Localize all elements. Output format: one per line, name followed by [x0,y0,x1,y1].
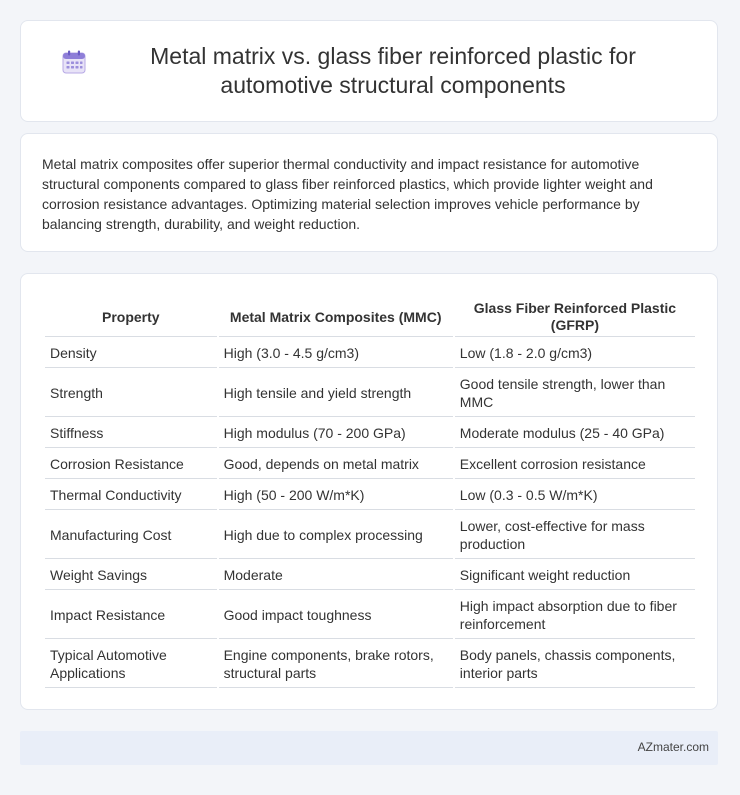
mmc-cell: Moderate [219,561,453,590]
property-cell: Density [45,339,217,368]
gfrp-cell: Lower, cost-effective for mass production [455,512,695,559]
table-header-row [45,296,695,337]
gfrp-cell: Moderate modulus (25 - 40 GPa) [455,419,695,448]
header-card [20,20,718,122]
mmc-cell: High modulus (70 - 200 GPa) [219,419,453,448]
comparison-table-card [20,273,718,710]
property-cell: Corrosion Resistance [45,450,217,479]
comparison-table [43,294,697,690]
mmc-cell: Engine components, brake rotors, structural parts [219,641,453,688]
calendar-icon [61,49,87,75]
table-row [45,419,695,448]
property-cell: Weight Savings [45,561,217,590]
column-header-gfrp: Glass Fiber Reinforced Plastic (GFRP) [455,296,695,337]
mmc-cell: High due to complex processing [219,512,453,559]
table-row [45,339,695,368]
mmc-cell: High (50 - 200 W/m*K) [219,481,453,510]
table-row [45,512,695,559]
table-row [45,481,695,510]
footer-brand: AZmater.com [637,740,709,754]
table-row [45,370,695,417]
property-cell: Stiffness [45,419,217,448]
property-cell: Thermal Conductivity [45,481,217,510]
table-row [45,641,695,688]
mmc-cell: High tensile and yield strength [219,370,453,417]
summary-text: Metal matrix composites offer superior thermal conductivity and impact resistance for automotive structural components compared to glass fiber reinforced plastics, which provide lighter weight and corrosion resistance advantages. Optimizing material selection improves vehicle performance by balancing strength, durability, and weight reduction. [42,156,653,232]
property-cell: Impact Resistance [45,592,217,639]
table-row [45,450,695,479]
footer-bar [20,731,718,765]
summary-card [20,133,718,252]
gfrp-cell: Good tensile strength, lower than MMC [455,370,695,417]
mmc-cell: Good impact toughness [219,592,453,639]
gfrp-cell: Low (0.3 - 0.5 W/m*K) [455,481,695,510]
gfrp-cell: Excellent corrosion resistance [455,450,695,479]
column-header-property: Property [45,296,217,337]
mmc-cell: High (3.0 - 4.5 g/cm3) [219,339,453,368]
gfrp-cell: Significant weight reduction [455,561,695,590]
mmc-cell: Good, depends on metal matrix [219,450,453,479]
gfrp-cell: Low (1.8 - 2.0 g/cm3) [455,339,695,368]
property-cell: Typical Automotive Applications [45,641,217,688]
gfrp-cell: Body panels, chassis components, interior parts [455,641,695,688]
table-row [45,592,695,639]
page-title: Metal matrix vs. glass fiber reinforced plastic for automotive structural components [150,43,636,98]
column-header-mmc: Metal Matrix Composites (MMC) [219,296,453,337]
property-cell: Manufacturing Cost [45,512,217,559]
property-cell: Strength [45,370,217,417]
gfrp-cell: High impact absorption due to fiber reinforcement [455,592,695,639]
table-row [45,561,695,590]
